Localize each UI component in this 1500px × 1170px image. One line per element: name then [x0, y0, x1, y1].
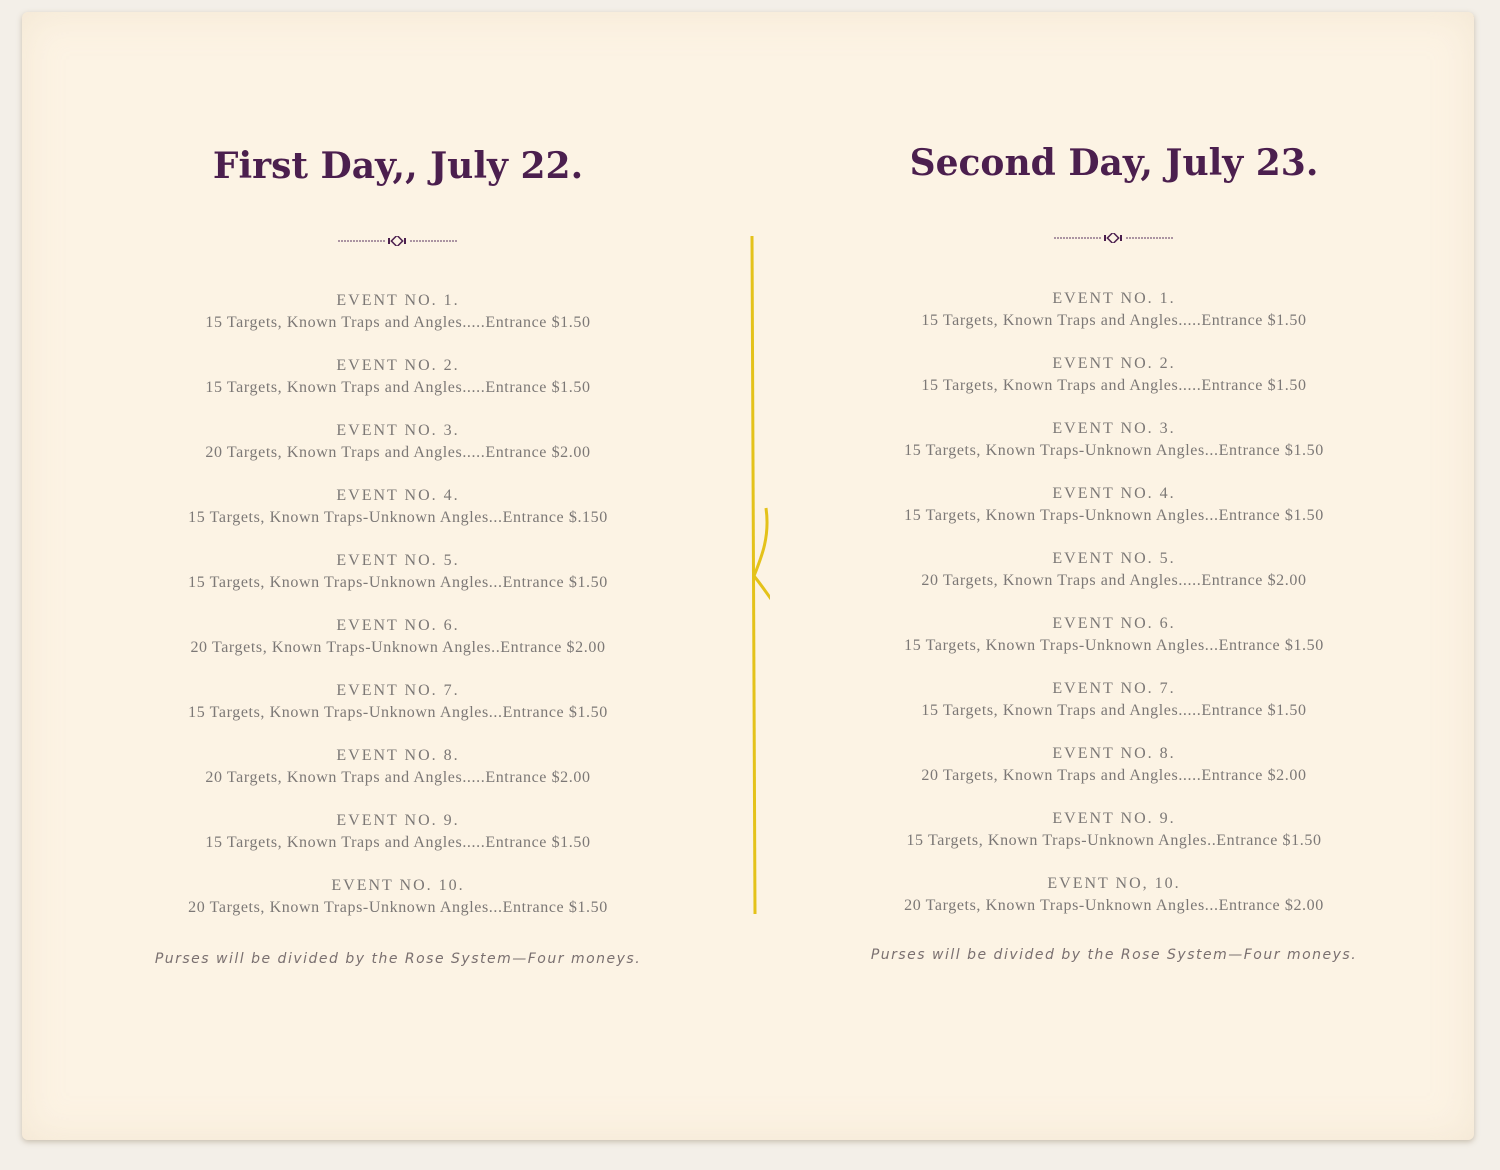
event-description: 15 Targets, Known Traps-Unknown Angles...Entrance $1.50: [904, 637, 1324, 654]
event-description: 15 Targets, Known Traps and Angles.....Entrance $1.50: [921, 312, 1307, 329]
event-number: EVENT NO. 4.: [1052, 485, 1176, 502]
list-item: [118, 810, 678, 875]
event-description: 15 Targets, Known Traps-Unknown Angles...Entrance $1.50: [904, 507, 1324, 524]
list-item: [834, 613, 1394, 678]
event-number: EVENT NO. 2.: [336, 357, 460, 374]
list-item: [118, 355, 678, 420]
event-number: EVENT NO. 5.: [336, 552, 460, 569]
list-item: [118, 680, 678, 745]
event-description: 15 Targets, Known Traps-Unknown Angles...Entrance $1.50: [188, 704, 608, 721]
event-number: EVENT NO. 1.: [336, 292, 460, 309]
left-page-title: First Day,, July 22.: [212, 145, 584, 187]
event-description: 20 Targets, Known Traps and Angles.....Entrance $2.00: [205, 769, 591, 786]
purses-note: Purses will be divided by the Rose System—Four moneys.: [154, 951, 642, 967]
list-item: [834, 808, 1394, 873]
event-number: EVENT NO. 3.: [1052, 420, 1176, 437]
event-description: 15 Targets, Known Traps and Angles.....Entrance $1.50: [921, 377, 1307, 394]
event-description: 20 Targets, Known Traps and Angles.....Entrance $2.00: [205, 444, 591, 461]
event-number: EVENT NO. 1.: [1052, 290, 1176, 307]
event-description: 15 Targets, Known Traps-Unknown Angles..Entrance $1.50: [906, 832, 1322, 849]
event-number: EVENT NO. 6.: [1052, 615, 1176, 632]
binding-thread-icon: [740, 236, 770, 916]
left-events-list: [118, 290, 678, 940]
event-description: 20 Targets, Known Traps-Unknown Angles...Entrance $1.50: [188, 899, 608, 916]
event-number: EVENT NO, 10.: [1047, 875, 1181, 892]
list-item: [118, 615, 678, 680]
list-item: [118, 550, 678, 615]
event-number: EVENT NO. 4.: [336, 487, 460, 504]
purses-note: Purses will be divided by the Rose System—Four moneys.: [870, 947, 1358, 963]
event-number: EVENT NO. 9.: [1052, 810, 1176, 827]
event-description: 20 Targets, Known Traps-Unknown Angles..Entrance $2.00: [190, 639, 606, 656]
event-description: 15 Targets, Known Traps and Angles.....Entrance $1.50: [921, 702, 1307, 719]
event-description: 20 Targets, Known Traps and Angles.....Entrance $2.00: [921, 767, 1307, 784]
event-description: 20 Targets, Known Traps-Unknown Angles...Entrance $2.00: [904, 897, 1324, 914]
event-description: 15 Targets, Known Traps-Unknown Angles...Entrance $.150: [188, 509, 608, 526]
event-number: EVENT NO. 6.: [336, 617, 460, 634]
event-number: EVENT NO. 9.: [336, 812, 460, 829]
event-number: EVENT NO. 10.: [331, 877, 465, 894]
list-item: [118, 745, 678, 810]
right-page-title: Second Day, July 23.: [909, 142, 1319, 184]
event-description: 15 Targets, Known Traps and Angles.....Entrance $1.50: [205, 314, 591, 331]
list-item: [118, 875, 678, 940]
event-number: EVENT NO. 7.: [336, 682, 460, 699]
divider-ornament-icon: [1054, 233, 1174, 243]
list-item: [118, 420, 678, 485]
list-item: [834, 288, 1394, 353]
list-item: [834, 418, 1394, 483]
event-number: EVENT NO. 2.: [1052, 355, 1176, 372]
list-item: [834, 873, 1394, 938]
list-item: [834, 678, 1394, 743]
list-item: [834, 483, 1394, 548]
event-description: 20 Targets, Known Traps and Angles.....Entrance $2.00: [921, 572, 1307, 589]
event-number: EVENT NO. 8.: [1052, 745, 1176, 762]
event-number: EVENT NO. 7.: [1052, 680, 1176, 697]
event-number: EVENT NO. 5.: [1052, 550, 1176, 567]
list-item: [118, 290, 678, 355]
list-item: [834, 743, 1394, 808]
list-item: [118, 485, 678, 550]
event-description: 15 Targets, Known Traps and Angles.....Entrance $1.50: [205, 834, 591, 851]
divider-ornament-icon: [338, 236, 458, 246]
right-events-list: [834, 288, 1394, 938]
event-description: 15 Targets, Known Traps-Unknown Angles...Entrance $1.50: [188, 574, 608, 591]
event-number: EVENT NO. 3.: [336, 422, 460, 439]
event-description: 15 Targets, Known Traps and Angles.....Entrance $1.50: [205, 379, 591, 396]
event-number: EVENT NO. 8.: [336, 747, 460, 764]
list-item: [834, 353, 1394, 418]
list-item: [834, 548, 1394, 613]
event-description: 15 Targets, Known Traps-Unknown Angles...Entrance $1.50: [904, 442, 1324, 459]
